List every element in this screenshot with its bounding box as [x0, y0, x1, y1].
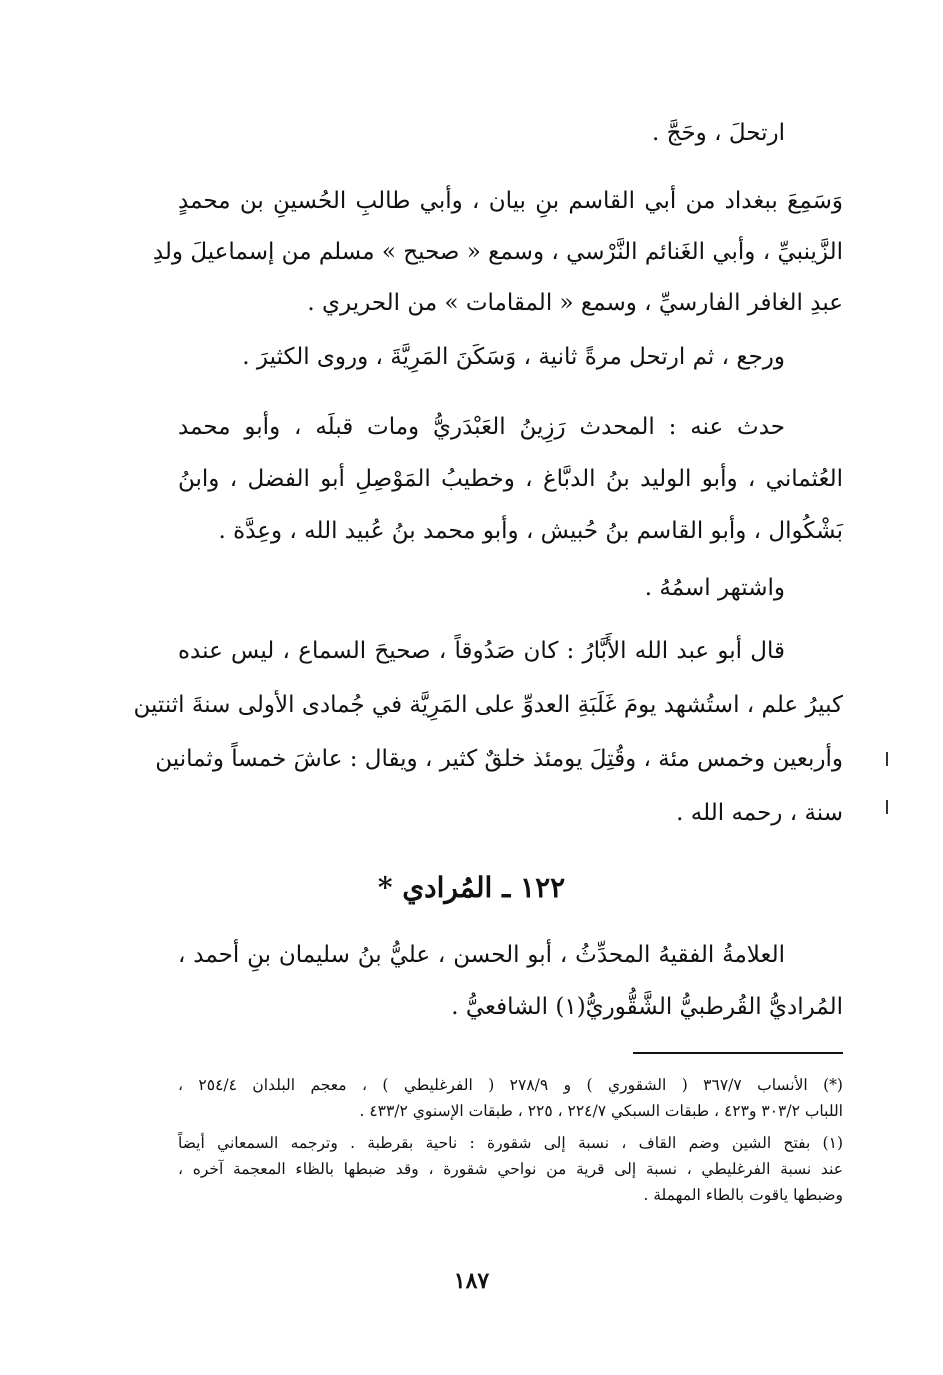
text-line: واشتهر اسمُهُ .: [644, 575, 785, 601]
paragraph-7: [178, 940, 843, 1022]
footnote-line: (١) بفتح الشين وضم القاف ، نسبة إلى شقورة : ناحية بقرطبة . وترجمه السمعاني أيضاً: [178, 1134, 843, 1152]
text-line: المُراديُّ القُرطبيُّ الشَّقُّوريُّ(١) الشافعيُّ .: [451, 994, 843, 1020]
text-line: كبيرُ علم ، استُشهد يومَ غَلَبَةِ العدوِّ على المَرِيَّة في جُمادى الأولى سنةَ اثنتين: [133, 692, 843, 718]
text-line: عبدِ الغافر الفارسيِّ ، وسمع « المقامات » من الحريري .: [307, 290, 843, 316]
paragraph-5: [178, 573, 843, 603]
margin-mark: [886, 752, 888, 766]
text-line: سنة ، رحمه الله .: [676, 800, 843, 826]
text-line: ورجع ، ثم ارتحل مرةً ثانية ، وَسَكَنَ المَرِيَّةَ ، وروى الكثيرَ .: [242, 344, 785, 370]
page-number: ١٨٧: [453, 1268, 490, 1294]
text-line: ارتحلَ ، وحَجَّ .: [651, 120, 785, 146]
footnote-line: اللباب ٣٠٣/٢ و٤٢٣ ، طبقات السبكي ٢٢٤/٧ ، ٢٢٥ ، طبقات الإسنوي ٤٣٣/٢ .: [359, 1102, 843, 1120]
text-line: بَشْكُوال ، وأبو القاسم بنُ حُبيش ، وأبو محمد بنُ عُبيد الله ، وعِدَّة .: [218, 518, 843, 544]
paragraph-6: [133, 636, 843, 828]
text-line: وأربعين وخمس مئة ، وقُتِلَ يومئذ خلقٌ كثير ، ويقال : عاشَ خمساً وثمانين: [155, 746, 843, 772]
text-line: الزَّينبيِّ ، وأبي الغَنائم النَّرْسي ، وسمع « صحيح » مسلم من إسماعيلَ ولدِ: [152, 239, 843, 265]
text-line: وَسَمِعَ ببغداد من أبي القاسم بنِ بيان ، وأبي طالبِ الحُسينِ بن محمدٍ: [178, 188, 843, 214]
margin-mark: [886, 800, 888, 814]
text-line: العلامةُ الفقيهُ المحدِّثُ ، أبو الحسن ، عليُّ بنُ سليمان بنِ أحمد ،: [178, 942, 785, 968]
text-line: العُثماني ، وأبو الوليد بنُ الدبَّاغ ، وخطيبُ المَوْصِلِ أبو الفضل ، وابنُ: [178, 466, 843, 492]
footnotes: [178, 1072, 843, 1208]
footnote-line: وضبطها ياقوت بالطاء المهملة .: [643, 1186, 843, 1204]
footnote-separator: [633, 1052, 843, 1054]
paragraph-3: [178, 342, 843, 372]
footnote-line: عند نسبة الفرغليطي ، نسبة إلى قرية من نواحي شقورة ، وقد ضبطها بالظاء المعجمة آخره ،: [178, 1160, 843, 1178]
footnote-line: (*) الأنساب ٣٦٧/٧ ( الشقوري ) و ٢٧٨/٩ ( الفرغليطي ) ، معجم البلدان ٢٥٤/٤ ،: [178, 1076, 843, 1094]
text-line: قال أبو عبد الله الأَبَّارُ : كان صَدُوقاً ، صحيحَ السماع ، ليس عنده: [178, 638, 785, 664]
paragraph-4: [178, 412, 843, 546]
paragraph-2: [152, 186, 843, 318]
paragraph-1: [178, 118, 843, 148]
text-line: حدث عنه : المحدث رَزِينُ العَبْدَريُّ ومات قبلَه ، وأبو محمد: [178, 414, 785, 440]
entry-heading: ١٢٢ ـ المُرادي *: [377, 871, 566, 904]
